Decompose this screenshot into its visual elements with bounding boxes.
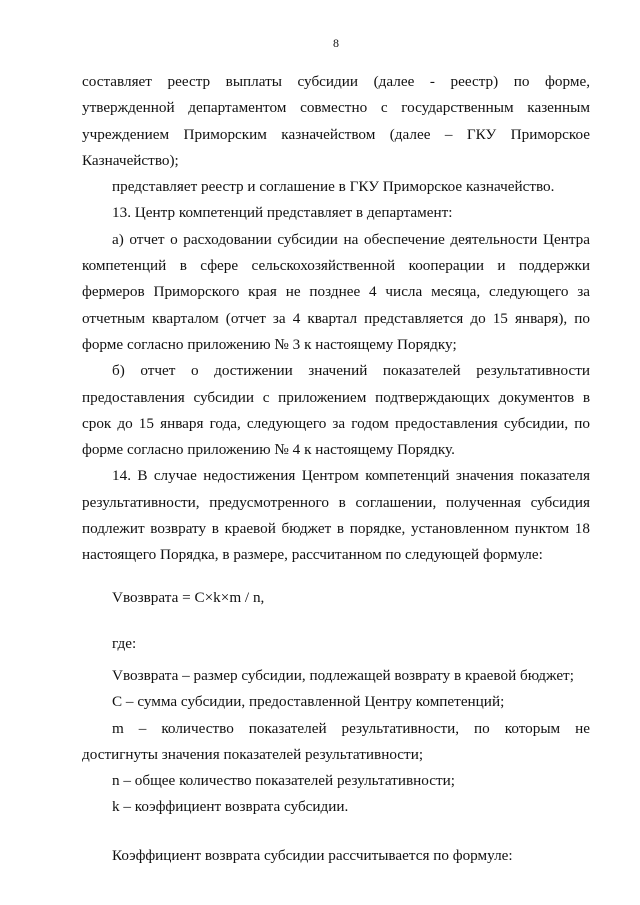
formula-return: Vвозврата = C×k×m / n, xyxy=(112,588,265,606)
definition-k: k – коэффициент возврата субсидии. xyxy=(112,798,349,816)
paragraph-13b: б) отчет о достижении значений показателей результативности предоставления субсидии с приложением подтверждающих документов в срок до 15 января года, следующего за годом предоставления субсидии, по форме согласно приложению № 4 к настоящему Порядку. xyxy=(82,362,590,459)
definition-n: n – общее количество показателей результативности; xyxy=(112,772,455,790)
where-label: где: xyxy=(112,634,137,652)
paragraph-registry: составляет реестр выплаты субсидии (далее - реестр) по форме, утвержденной департаментом совместно с государственным казенным учреждением Приморским казначейством (далее – ГКУ Приморское Казначейство); xyxy=(82,73,590,169)
paragraph-submit-registry: представляет реестр и соглашение в ГКУ Приморское казначейство. xyxy=(112,178,555,196)
paragraph-14: 14. В случае недостижения Центром компетенций значения показателя результативности, предусмотренного в соглашении, полученная субсидия подлежит возврату в краевой бюджет в порядке, установленном пунктом 18 настоящего Порядка, в размере, рассчитанном по следующей формуле: xyxy=(82,467,590,564)
page-number: 8 xyxy=(333,36,339,50)
paragraph-13: 13. Центр компетенций представляет в департамент: xyxy=(112,204,453,222)
paragraph-13a: а) отчет о расходовании субсидии на обеспечение деятельности Центра компетенций в сфере сельскохозяйственной кооперации и поддержки фермеров Приморского края не позднее 4 числа месяца, следующего за отчетным кварталом (отчет за 4 квартал представляется до 15 января), по форме согласно приложению № 3 к настоящему Порядку; xyxy=(82,230,590,353)
coefficient-intro: Коэффициент возврата субсидии рассчитывается по формуле: xyxy=(112,846,513,864)
definitions-list xyxy=(82,663,590,821)
definition-c: C – сумма субсидии, предоставленной Центру компетенций; xyxy=(112,693,505,711)
definition-v: Vвозврата – размер субсидии, подлежащей возврату в краевой бюджет; xyxy=(112,666,574,684)
definition-m: m – количество показателей результативности, по которым не достигнуты значения показателей результативности; xyxy=(82,719,590,763)
